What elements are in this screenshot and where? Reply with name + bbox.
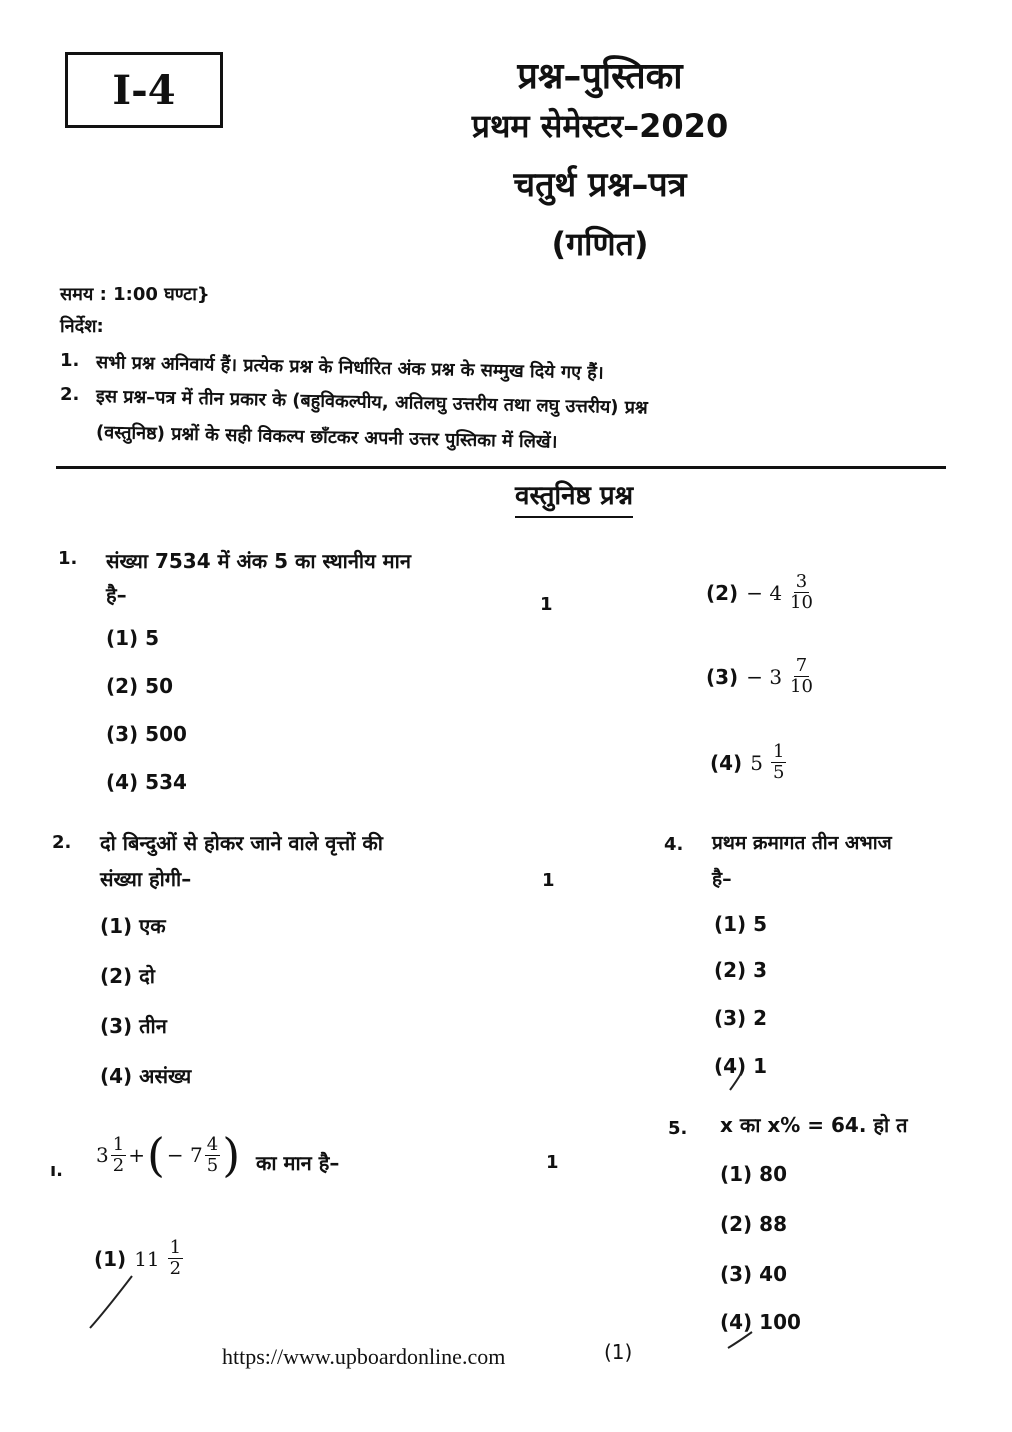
fraction-numerator: 7 — [795, 655, 808, 676]
q2-option-2: (2) दो — [100, 964, 155, 988]
q3-option-3 — [706, 656, 813, 697]
q4-text: प्रथम क्रमागत तीन अभाज — [712, 832, 892, 854]
q3-option-2-whole: − 4 — [746, 580, 783, 605]
q4-option-3: (3) 2 — [714, 1006, 768, 1030]
footer-url: https://www.upboardonline.com — [222, 1344, 506, 1369]
q2-text-cont: संख्या होगी– — [100, 867, 192, 891]
q3-expression — [96, 1128, 240, 1182]
instruction-2-num: 2. — [60, 384, 80, 405]
fraction-denominator: 2 — [169, 1258, 182, 1279]
q3-plus-sign: + — [128, 1143, 145, 1167]
open-paren: ( — [146, 1128, 165, 1182]
q5-option-3: (3) 40 — [720, 1262, 787, 1286]
q1-option-1: (1) 5 — [106, 626, 160, 650]
q3-option-4-label: (4) — [710, 750, 743, 775]
q2-number: 2. — [52, 832, 72, 853]
q2-text: दो बिन्दुओं से होकर जाने वाले वृत्तों की — [100, 831, 383, 855]
instruction-1: सभी प्रश्न अनिवार्य हैं। प्रत्येक प्रश्न के निर्धारित अंक प्रश्न के सम्मुख दिये गए हैं। — [95, 352, 604, 384]
booklet-title: प्रश्न–पुस्तिका — [517, 56, 683, 97]
q5-number: 5. — [668, 1118, 688, 1139]
semester-title: प्रथम सेमेस्टर–2020 — [471, 107, 729, 145]
q2-option-1: (1) एक — [100, 914, 166, 938]
q4-number: 4. — [664, 834, 684, 855]
paper-title: चतुर्थ प्रश्न–पत्र — [513, 165, 687, 205]
fraction-numerator: 1 — [112, 1133, 125, 1155]
q1-option-2: (2) 50 — [106, 674, 173, 698]
q4-option-4: (4) 1 — [714, 1054, 768, 1078]
q3-option-2-fraction — [790, 572, 813, 613]
fraction-denominator: 2 — [112, 1154, 125, 1176]
tick-mark-icon — [86, 1270, 146, 1334]
tick-mark-icon — [728, 1070, 748, 1092]
fraction-numerator: 1 — [772, 741, 785, 762]
instructions-label: निर्देश: — [60, 316, 104, 337]
fraction-numerator: 4 — [206, 1133, 219, 1155]
q5-option-2: (2) 88 — [720, 1212, 787, 1236]
q4-option-1: (1) 5 — [714, 912, 768, 936]
q5-option-1: (1) 80 — [720, 1162, 787, 1186]
q3-term-b-whole: − 7 — [166, 1143, 203, 1167]
q3-mark: 1 — [546, 1152, 559, 1173]
q3-term-a-fraction — [111, 1135, 126, 1176]
close-paren: ) — [222, 1128, 241, 1182]
fraction-numerator: 1 — [169, 1237, 182, 1258]
q2-option-3: (3) तीन — [100, 1014, 167, 1038]
q3-option-1-label: (1) — [94, 1246, 127, 1271]
fraction-numerator: 3 — [795, 571, 808, 592]
instruction-1-num: 1. — [60, 350, 80, 371]
q3-option-1-whole: 11 — [134, 1246, 160, 1271]
divider-line — [56, 466, 946, 469]
q1-text: संख्या 7534 में अंक 5 का स्थानीय मान — [106, 549, 411, 573]
q5-option-4: (4) 100 — [720, 1310, 801, 1334]
q1-option-4: (4) 534 — [106, 770, 187, 794]
paper-code-box — [65, 52, 223, 128]
fraction-denominator: 5 — [206, 1154, 219, 1176]
q3-term-b-fraction — [205, 1135, 220, 1176]
q3-term-a-whole: 3 — [96, 1143, 109, 1167]
q1-number: 1. — [58, 548, 78, 569]
fraction-denominator: 10 — [790, 676, 813, 697]
q3-option-4-whole: 5 — [750, 750, 763, 775]
q2-mark: 1 — [542, 870, 555, 891]
q1-text-cont: है– — [106, 583, 127, 607]
q3-option-4 — [710, 742, 786, 783]
q3-option-1-fraction — [168, 1238, 183, 1279]
q3-option-2 — [706, 572, 813, 613]
q3-text: का मान है– — [256, 1151, 340, 1175]
q3-option-3-whole: − 3 — [746, 664, 783, 689]
fraction-denominator: 5 — [772, 762, 785, 783]
q3-number: ı. — [50, 1160, 64, 1181]
section-title: वस्तुनिष्ठ प्रश्न — [515, 476, 633, 518]
page-number: (1) — [604, 1340, 633, 1364]
time-label: समय : 1:00 घण्टा} — [60, 284, 210, 305]
subject-title: (गणित) — [551, 225, 649, 263]
instruction-2b: (वस्तुनिष्ठ) प्रश्नों के सही विकल्प छाँटकर अपनी उत्तर पुस्तिका में लिखें। — [95, 422, 558, 453]
q3-option-3-label: (3) — [706, 664, 739, 689]
instruction-2a: इस प्रश्न–पत्र में तीन प्रकार के (बहुविकल्पीय, अतिलघु उत्तरीय तथा लघु उत्तरीय) प्रश्न — [95, 386, 648, 419]
q1-mark: 1 — [540, 594, 553, 615]
fraction-denominator: 10 — [790, 592, 813, 613]
q2-option-4: (4) असंख्य — [100, 1064, 192, 1088]
q4-option-2: (2) 3 — [714, 958, 768, 982]
q4-text-cont: है– — [712, 868, 732, 890]
paper-code: I-4 — [112, 66, 176, 114]
q3-option-3-fraction — [790, 656, 813, 697]
tick-mark-icon — [726, 1328, 756, 1352]
q1-option-3: (3) 500 — [106, 722, 187, 746]
q5-text: x का x% = 64. हो त — [720, 1113, 908, 1137]
q3-option-2-label: (2) — [706, 580, 739, 605]
q3-option-4-fraction — [771, 742, 786, 783]
